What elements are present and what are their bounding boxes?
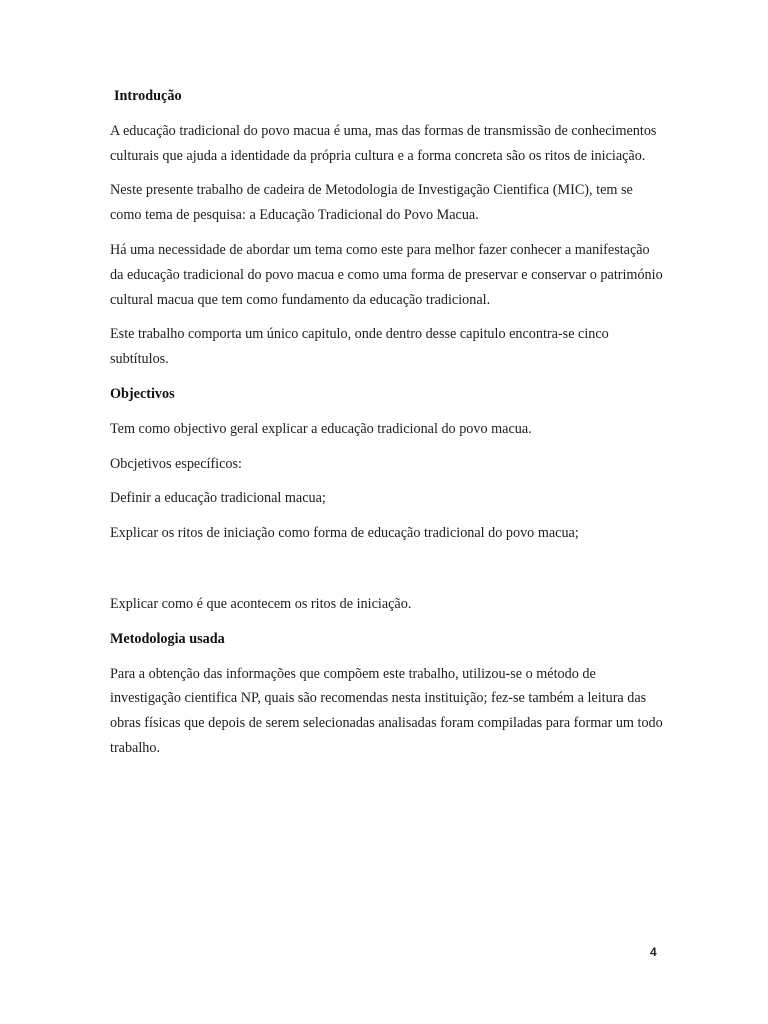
objective-specific-item-3: Explicar como é que acontecem os ritos de iniciação. bbox=[110, 595, 412, 612]
intro-paragraph-4: Este trabalho comporta um único capitulo, onde dentro desse capitulo encontra-se cinco subtítulos. bbox=[110, 326, 609, 368]
page-number: 4 bbox=[650, 945, 657, 959]
heading-metodologia: Metodologia usada bbox=[110, 630, 225, 647]
objective-specific-item-1: Definir a educação tradicional macua; bbox=[110, 490, 326, 507]
intro-paragraph-3: Há uma necessidade de abordar um tema como este para melhor fazer conhecer a manifestação da educação tradicional do povo macua e como uma forma de preservar e conservar o património cultural macua que tem como fundamento da educação tradicional. bbox=[110, 241, 663, 308]
methodology-paragraph: Para a obtenção das informações que compõem este trabalho, utilizou-se o método de investigação cientifica NP, quais são recomendas nesta instituição; fez-se também a leitura das obras físicas que depois de serem selecionadas analisadas foram compiladas para formar um todo trabalho. bbox=[110, 665, 663, 756]
objective-specific-label: Obcjetivos específicos: bbox=[110, 455, 242, 472]
blank-line bbox=[110, 556, 666, 592]
intro-paragraph-2: Neste presente trabalho de cadeira de Metodologia de Investigação Cientifica (MIC), tem se como tema de pesquisa: a Educação Tradicional do Povo Macua. bbox=[110, 182, 633, 224]
page-content bbox=[110, 84, 666, 771]
heading-introducao: Introdução bbox=[114, 88, 182, 104]
objective-general: Tem como objectivo geral explicar a educação tradicional do povo macua. bbox=[110, 420, 532, 437]
heading-objectivos: Objectivos bbox=[110, 385, 175, 402]
objective-specific-item-2: Explicar os ritos de iniciação como forma de educação tradicional do povo macua; bbox=[110, 525, 579, 542]
intro-paragraph-1: A educação tradicional do povo macua é uma, mas das formas de transmissão de conhecimentos culturais que ajuda a identidade da própria cultura e a forma concreta são os ritos de iniciação. bbox=[110, 122, 657, 164]
